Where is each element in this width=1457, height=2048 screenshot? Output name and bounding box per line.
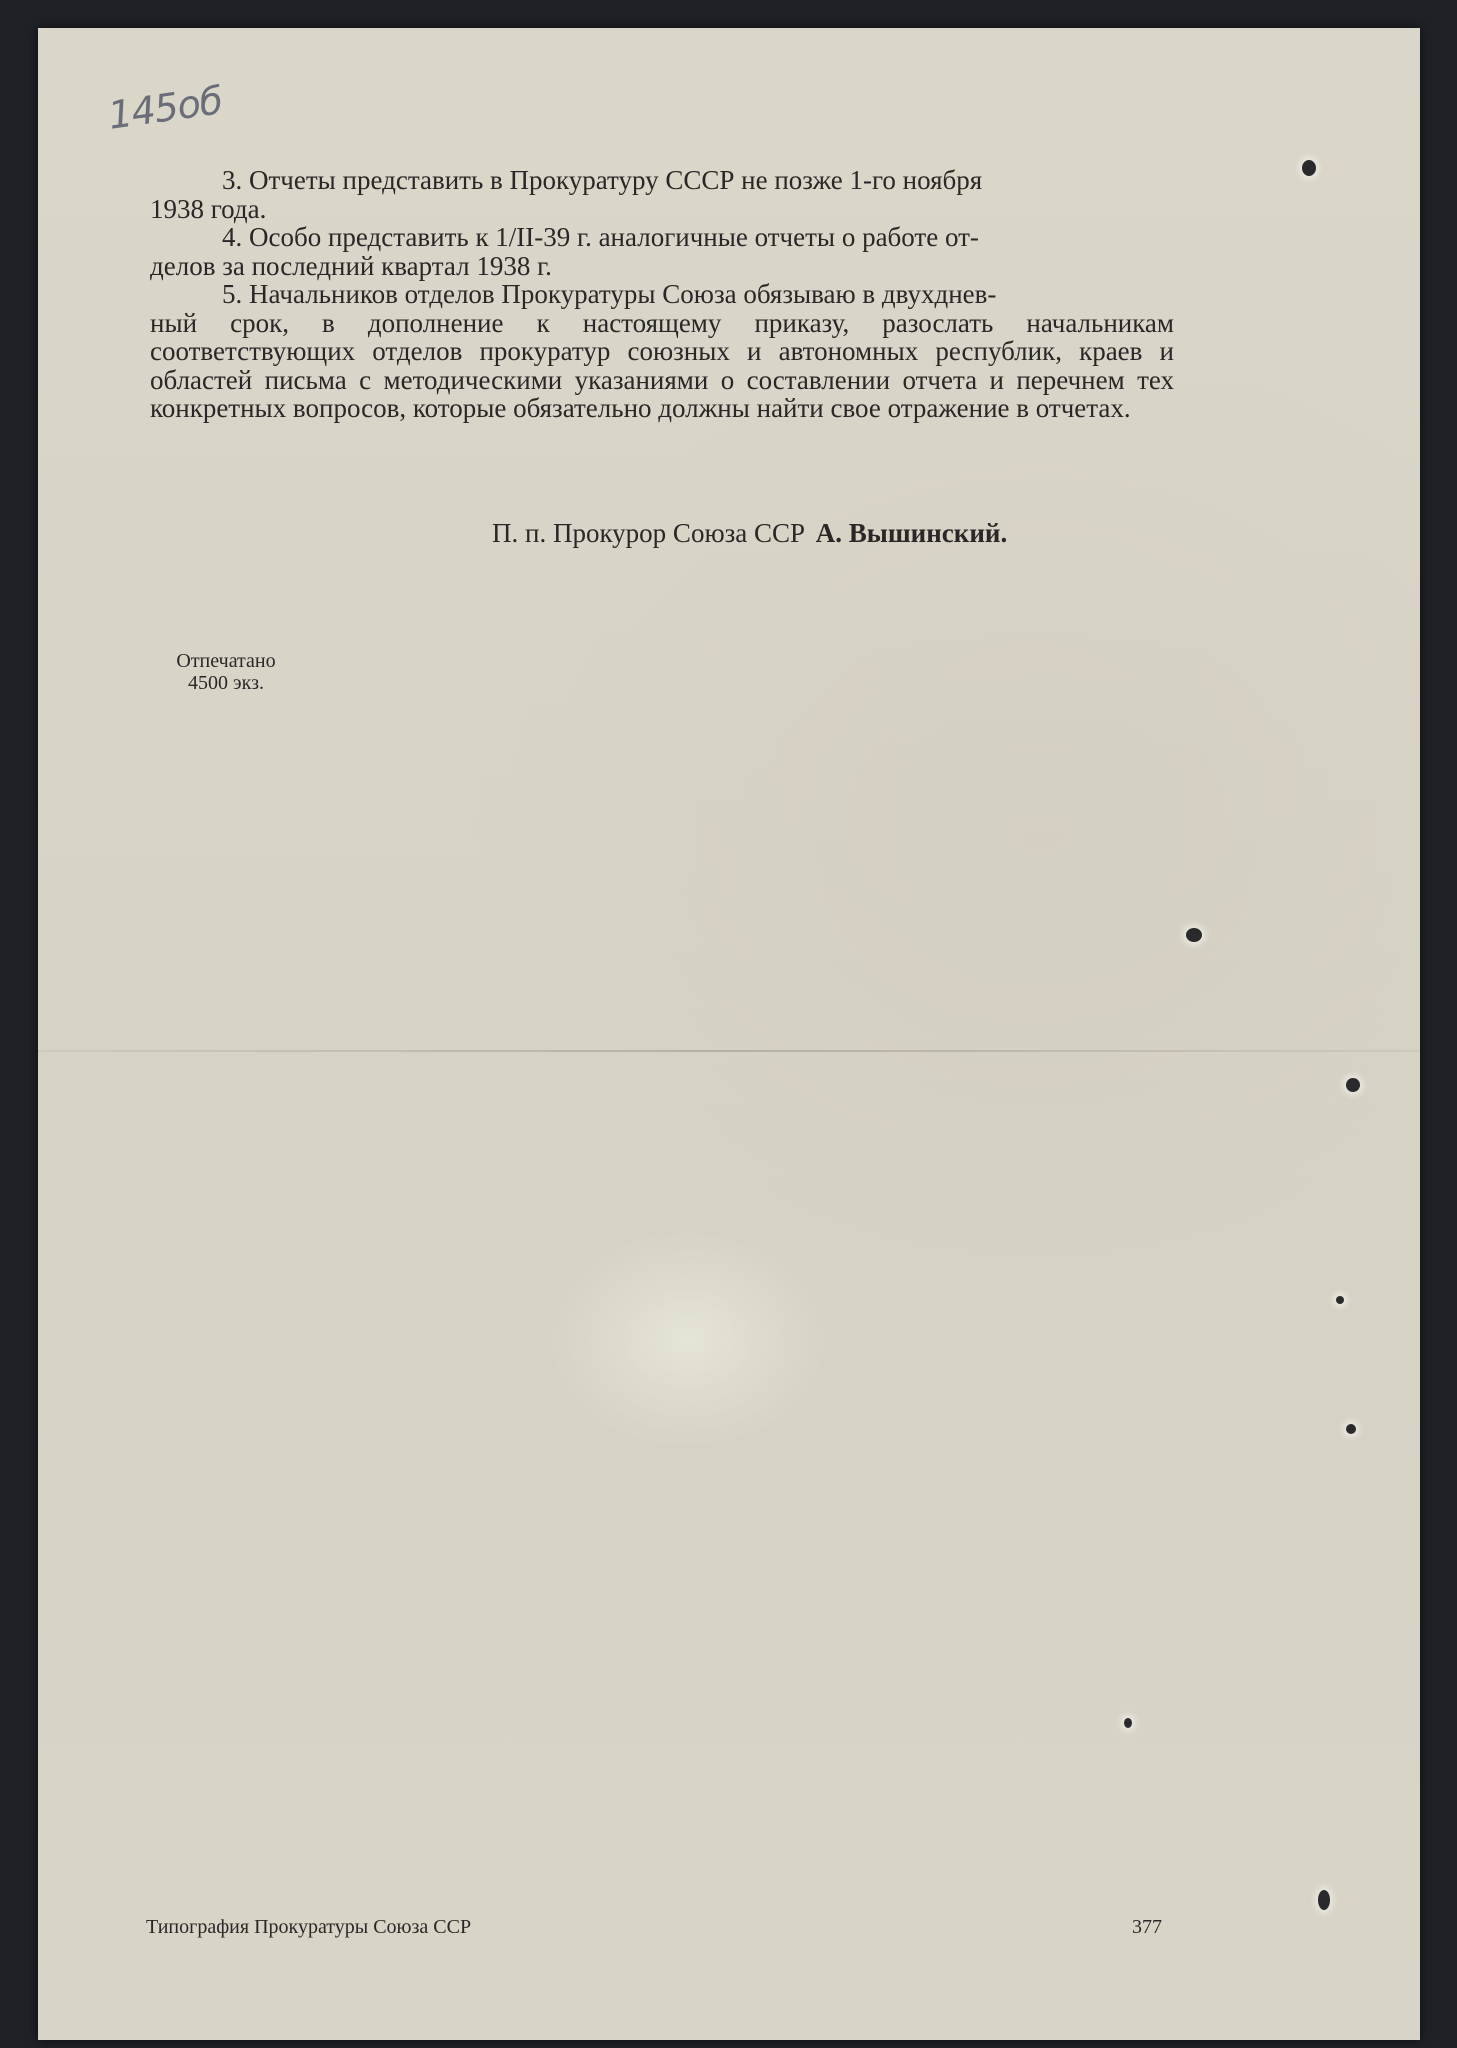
signatory-name: А. Вышинский. [815, 518, 1008, 548]
page-fold-line [38, 1050, 1420, 1052]
paragraph-4 [150, 223, 1174, 280]
paragraph-4-rest: делов за последний квартал 1938 г. [150, 250, 552, 281]
paragraph-3 [150, 166, 1174, 223]
binding-hole [1318, 1890, 1330, 1910]
printer-imprint: Типография Прокуратуры Союза ССР [146, 1916, 472, 1938]
binding-hole [1346, 1078, 1360, 1092]
binding-hole [1124, 1718, 1132, 1728]
binding-hole [1186, 928, 1202, 942]
order-body-text [150, 166, 1174, 423]
binding-hole [1302, 160, 1316, 176]
binding-hole [1346, 1424, 1356, 1434]
paragraph-3-first-line: 3. Отчеты представить в Прокуратуру СССР не позже 1-го ноября [222, 165, 983, 195]
print-run-note [158, 650, 294, 694]
print-run-count: 4500 экз. [188, 672, 264, 694]
paragraph-5-first-line: 5. Начальников отделов Прокуратуры Союза обязываю в двухднев- [222, 279, 997, 309]
signature-line [492, 518, 1007, 549]
paragraph-4-first-line: 4. Особо представить к 1/II-39 г. аналогичные отчеты о работе от- [222, 222, 979, 252]
paragraph-3-rest: 1938 года. [150, 193, 267, 224]
page-number: 377 [1132, 1916, 1162, 1938]
print-run-label: Отпечатано [176, 650, 276, 672]
paragraph-5 [150, 280, 1174, 423]
paragraph-5-rest: ный срок, в дополнение к настоящему приказу, разослать начальникам соответствующих отделов прокуратур союзных и автономных республик, краев и областей письма с методическими указаниями о составлении отчета и перечнем тех конкретных вопросов, которые обязательно должны найти свое отражение в отчетах. [150, 307, 1174, 423]
signature-prefix: П. п. Прокурор Союза ССР [492, 518, 806, 548]
handwritten-folio-note: 145об [105, 78, 225, 138]
binding-hole [1336, 1296, 1344, 1304]
